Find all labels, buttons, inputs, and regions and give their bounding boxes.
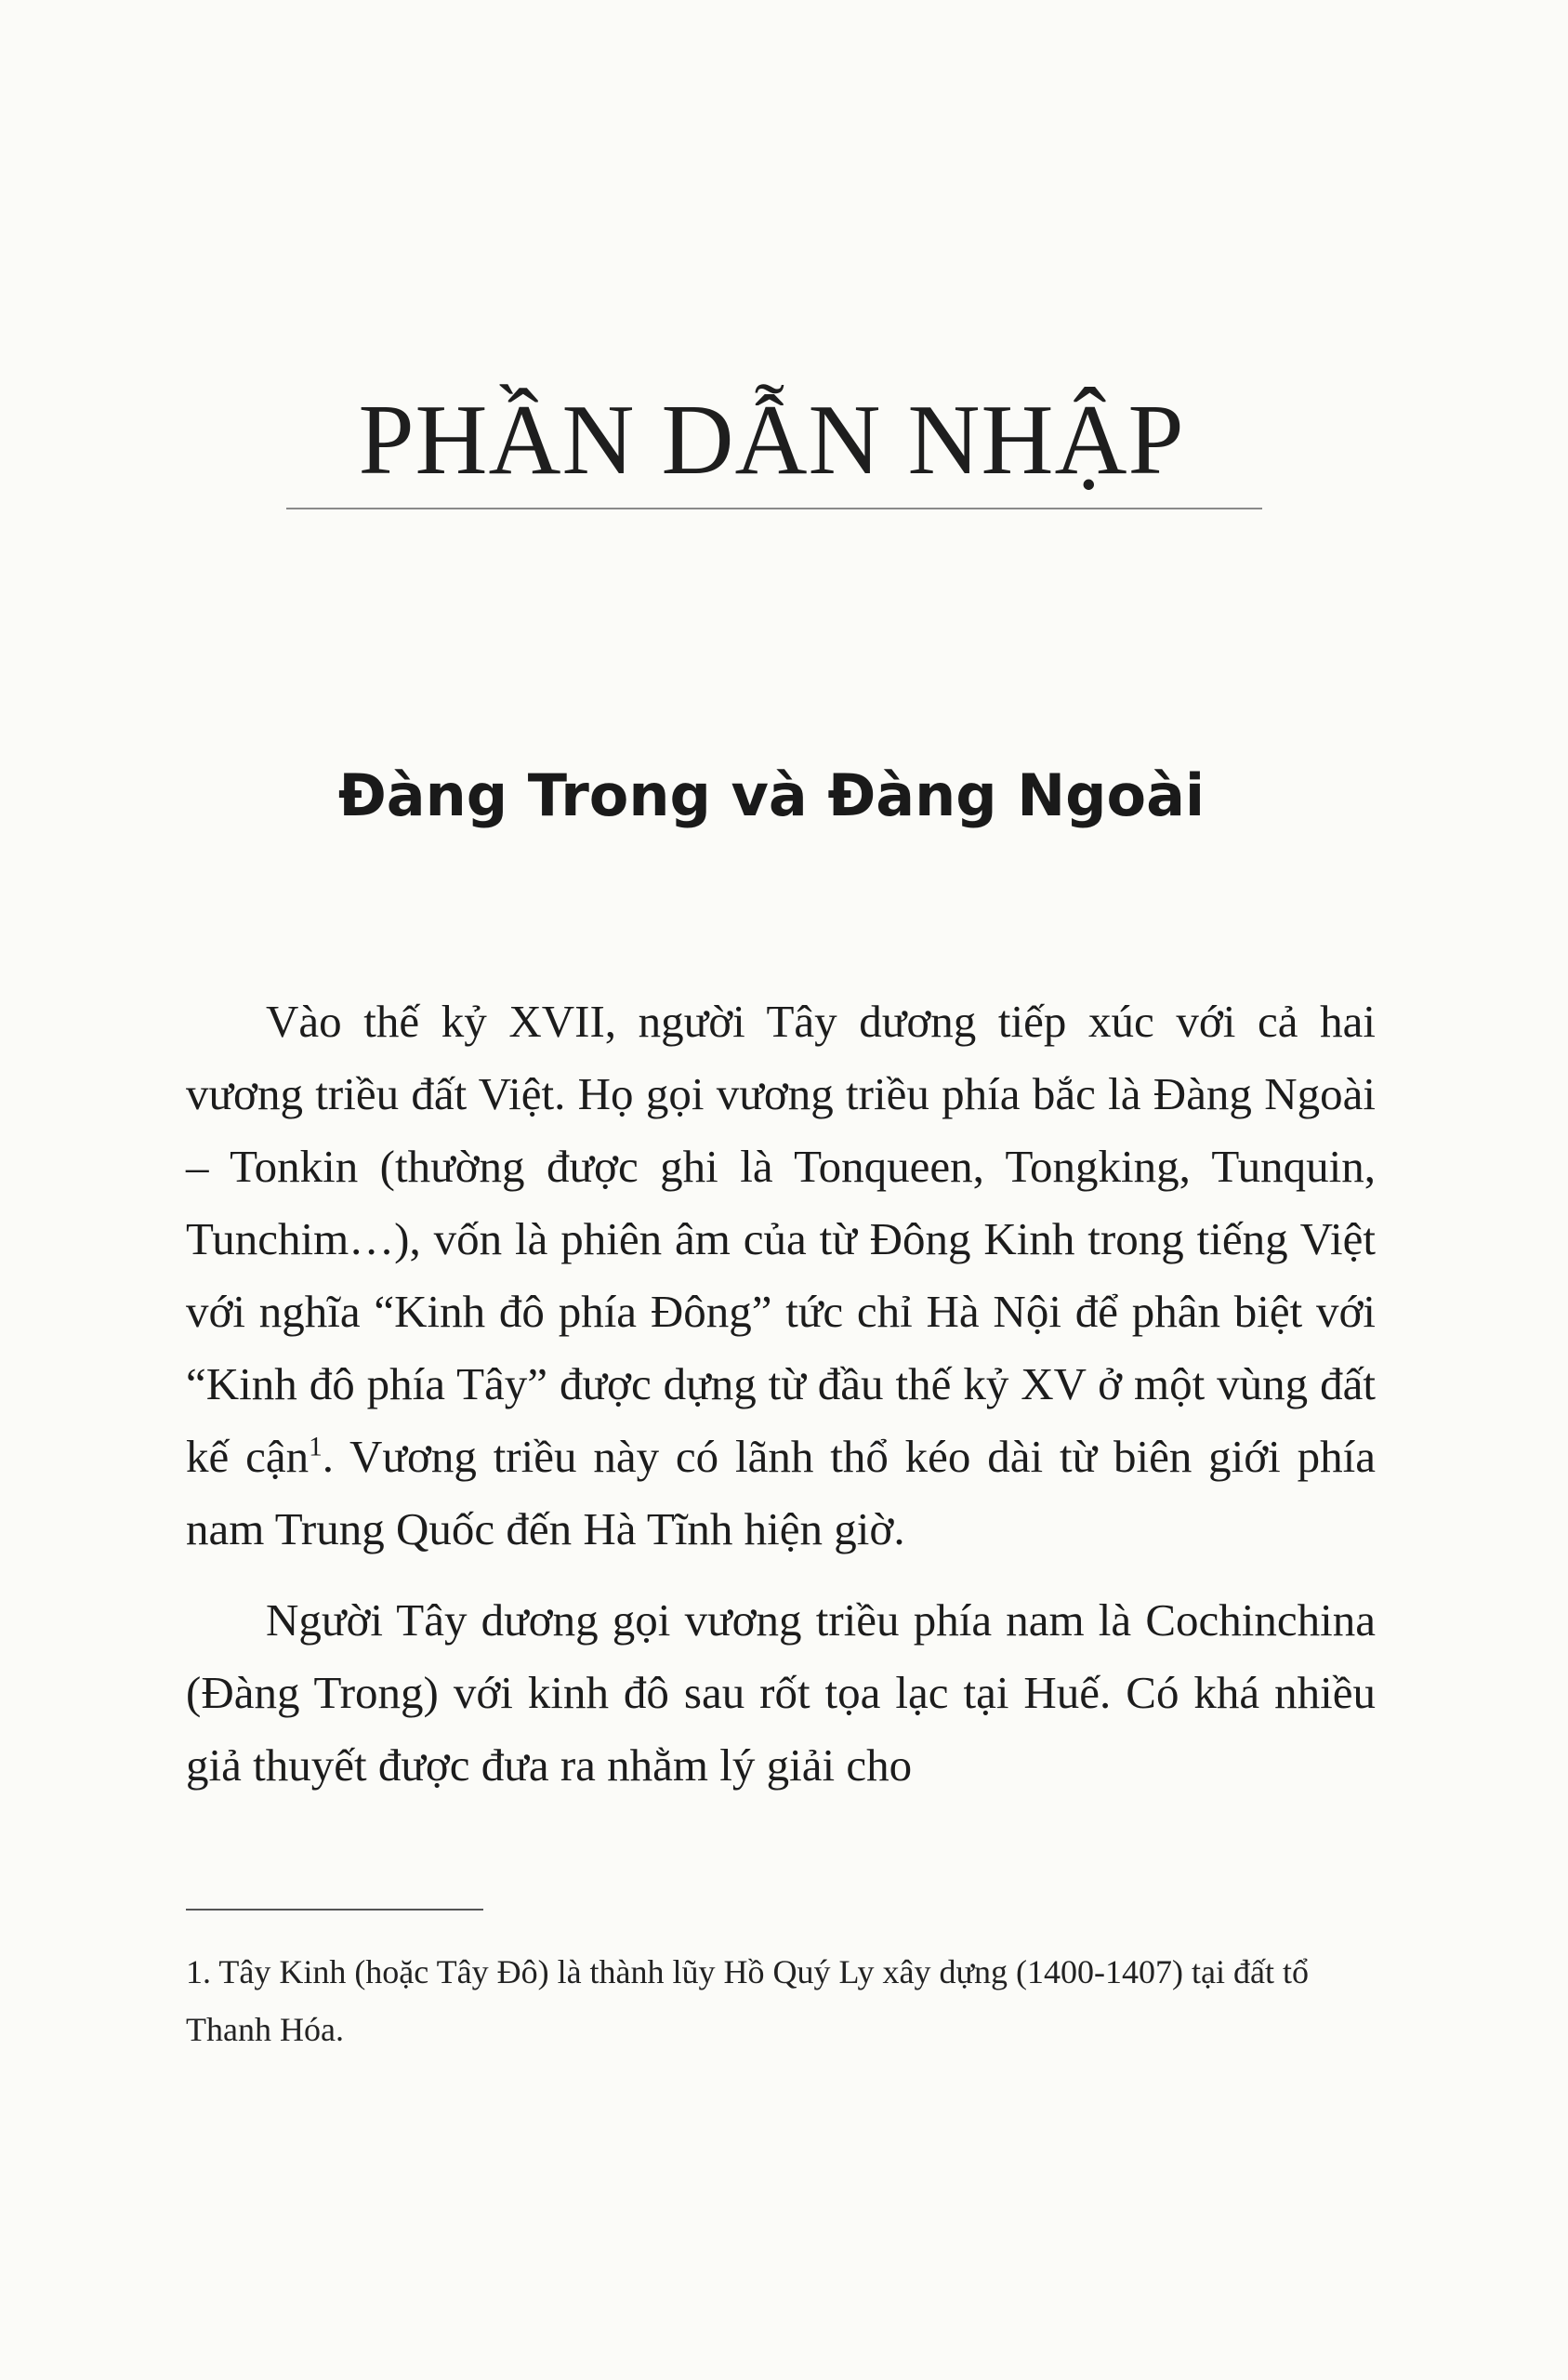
footnote-divider [186,1909,483,1911]
section-title: Đàng Trong và Đàng Ngoài [337,761,1206,829]
footnote-text: 1. Tây Kinh (hoặc Tây Đô) là thành lũy Hồ Quý Ly xây dựng (1400-1407) tại đất tổ Thanh Hóa. [186,1953,1309,2048]
title-underline [286,508,1262,509]
paragraph-1-text: Vào thế kỷ XVII, người Tây dương tiếp xúc với cả hai vương triều đất Việt. Họ gọi vương triều phía bắc là Đàng Ngoài – Tonkin (thường được ghi là Tonqueen, Tongking, Tunquin, Tunchim…), vốn là phiên âm của từ Đông Kinh trong tiếng Việt với nghĩa “Kinh đô phía Đông” tức chỉ Hà Nội để phân biệt với “Kinh đô phía Tây” được dựng từ đầu thế kỷ XV ở một vùng đất kế cận [186,996,1376,1482]
footnote [186,1943,1385,2058]
body-text [186,985,1376,1820]
paragraph-1 [186,985,1376,1566]
footnote-marker: 1 [309,1432,323,1462]
paragraph-2: Người Tây dương gọi vương triều phía nam là Cochinchina (Đàng Trong) với kinh đô sau rốt tọa lạc tại Huế. Có khá nhiều giả thuyết được đưa ra nhằm lý giải cho [186,1594,1376,1791]
part-title: PHẦN DẪN NHẬP [358,385,1185,496]
paragraph-1-text-continued: . Vương triều này có lãnh thổ kéo dài từ biên giới phía nam Trung Quốc đến Hà Tĩnh hiện giờ. [186,1431,1376,1554]
